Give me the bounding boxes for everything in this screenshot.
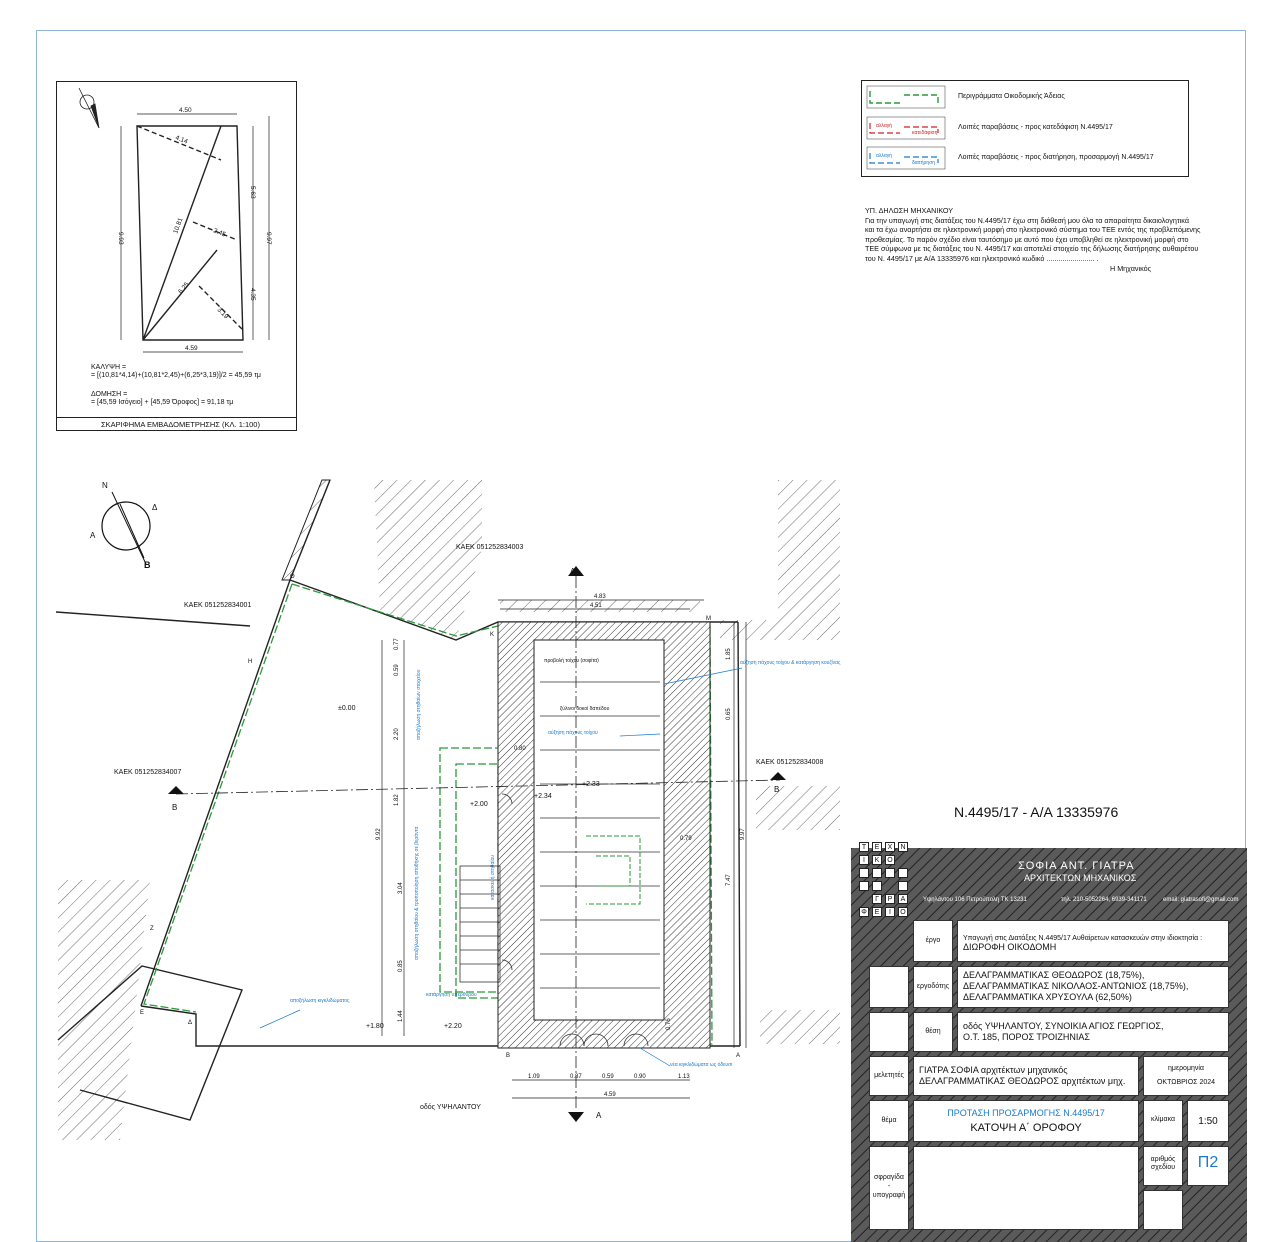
declaration-title: ΥΠ. ΔΗΛΩΣΗ ΜΗΧΑΝΙΚΟΥ	[865, 206, 954, 215]
seal-label-3: υπογραφή	[872, 1192, 906, 1199]
section-mark-a-bottom: Α	[596, 1111, 602, 1120]
note-parapet-build: κατασκευή στηθαίου	[490, 855, 496, 900]
ergo-line-2: ΔΙΩΡΟΦΗ ΟΙΚΟΔΟΜΗ	[963, 942, 1057, 952]
kaek-north: ΚΑΕΚ 051252834003	[456, 544, 524, 551]
sketch-title: ΣΚΑΡΙΦΗΜΑ ΕΜΒΑΔΟΜΕΤΡΗΣΗΣ (ΚΛ. 1:100)	[101, 420, 260, 429]
sketch-dim-diag2: 6.25	[177, 281, 191, 296]
sketch-dim-diag3: 3.19	[215, 306, 230, 321]
ergo-line-1: Υπαγωγή στις Διατάξεις Ν.4495/17 Αυθαίρετων κατασκευών στην ιδιοκτησία :	[963, 935, 1203, 942]
sheet-number: Π2	[1197, 1154, 1219, 1171]
ergo-label: έργο	[925, 937, 941, 944]
office-address: Υψηλάντου 106 Πετρούπολη ΤΚ 13231	[923, 897, 1027, 903]
sheet-label-1: αριθμός	[1150, 1156, 1176, 1163]
left-dim-1: 0.59	[394, 664, 400, 676]
inner-dim-2: 0.76	[666, 1018, 672, 1030]
theme-label: θέμα	[881, 1117, 897, 1124]
note-parapet-terrace: αποξήλωση στηθαίου & τροποποίηση αποθήκης σε βεράντα	[414, 826, 420, 960]
level-2: +2.34	[534, 793, 552, 800]
office-name: ΣΟΦΙΑ ΑΝΤ. ΓΙΑΤΡΑ	[1018, 860, 1135, 872]
section-mark-b-left: Β	[172, 803, 178, 812]
designers-line-1: ΓΙΑΤΡΑ ΣΟΦΙΑ αρχιτέκτων μηχανικός	[919, 1065, 1068, 1075]
right-dim-0: 1.85	[726, 648, 732, 660]
tee-letter-6: Ο	[885, 855, 895, 865]
level-5: +2.20	[444, 1023, 462, 1030]
tee-letter-11: Ε	[872, 907, 882, 917]
tee-emblem	[859, 842, 911, 918]
legend-tag-red-2: κατεδάφιση	[912, 130, 938, 136]
seal-signature-area	[913, 1146, 1139, 1230]
declaration-line-4: του Ν. 4495/17 με Α/Α 13335976 και ηλεκτρονικό κωδικό ........................ .	[865, 253, 1099, 263]
sketch-dim-bottom: 4.59	[185, 345, 198, 352]
tee-letter-1: Ε	[872, 842, 882, 852]
owner-label: εργοδότης	[916, 983, 950, 990]
location-line-1: οδός ΥΨΗΛΑΝΤΟΥ, ΣΥΝΟΙΚΙΑ ΑΓΙΟΣ ΓΕΩΡΓΙΟΣ,	[963, 1021, 1164, 1031]
legend-item-0: Περιγράμματα Οικοδομικής Άδειας	[958, 93, 1065, 100]
inner-dim-0: 0.80	[514, 746, 526, 752]
vertex-zeta: Ζ	[150, 926, 154, 932]
left-dim-4: 3.04	[398, 882, 404, 894]
note-new-railing: νέα κιγκλιδώματα ως όδευσι	[670, 1062, 733, 1068]
kaek-west: ΚΑΕΚ 051252834001	[184, 602, 252, 609]
office-phone: τηλ. 210-5052264, 6939-341171	[1061, 897, 1147, 903]
left-dim-6: 1.44	[398, 1010, 404, 1022]
legend-tag-blue-2: διατήρηση	[912, 160, 936, 166]
vertex-epsilon: Ε	[140, 1010, 145, 1016]
building-title: ΔΟΜΗΣΗ =	[91, 391, 128, 398]
svg-text:Δ: Δ	[152, 503, 158, 512]
sketch-dim-right2: 4.35	[249, 288, 256, 301]
street-name: οδός ΥΨΗΛΑΝΤΟΥ	[420, 1104, 481, 1111]
right-total: 9.97	[740, 828, 746, 840]
sketch-dim-right1: 5.63	[249, 186, 256, 199]
designers-line-2: ΔΕΛΑΓΡΑΜΜΑΤΙΚΑΣ ΘΕΟΔΩΡΟΣ αρχιτέκτων μηχ.	[919, 1076, 1126, 1086]
section-mark-b-right: Β	[774, 785, 780, 794]
sketch-dim-diag-main: 10.81	[172, 216, 185, 235]
level-1: +2.00	[470, 801, 488, 808]
note-wall-kitchen: αύξηση πάχους τοίχου & κατάργηση κουζίνας	[740, 660, 841, 666]
note-parapet-remove: αποξήλωση στηθαίων στοιχείου	[416, 669, 422, 740]
bottom-dim-1: 0.87	[570, 1074, 582, 1080]
tee-letter-4: Ι	[859, 855, 869, 865]
vertex-alpha: Α	[736, 1053, 741, 1059]
level-3: +2.33	[582, 781, 600, 788]
note-wooden-beams: ξύλινοι δοκοί δαπέδου	[560, 706, 610, 712]
designers-label: μελετητές	[874, 1072, 904, 1079]
left-dim-3: 1.82	[394, 794, 400, 806]
seal-label-1: σφραγίδα	[874, 1174, 904, 1181]
sketch-dim-diag1: 4.14	[174, 134, 189, 146]
tee-letter-13: Ο	[898, 907, 908, 917]
section-mark-a-top: Α	[570, 567, 576, 576]
legend-item-1: Λοιπές παραβάσεις - προς κατεδάφιση Ν.4495/17	[958, 124, 1113, 131]
tee-letter-12: Ι	[885, 907, 895, 917]
vertex-beta: Β	[506, 1053, 511, 1059]
vertex-kappa: Κ	[490, 632, 495, 638]
svg-text:Α: Α	[90, 531, 96, 540]
right-dim-1: 0.65	[726, 708, 732, 720]
note-railing-removal: αποξήλωση κιγκλιδώματος	[290, 998, 350, 1004]
office-email: email: giatrasofi@gmail.com	[1163, 897, 1239, 903]
top-dim-1: 4.51	[590, 603, 602, 609]
tee-letter-10: Φ	[859, 907, 869, 917]
right-dim-2: 7.47	[726, 874, 732, 886]
coverage-formula: = [(10,81*4,14)+(10,81*2,45)+(6,25*3,19)]/2 = 45,59 τμ	[91, 372, 261, 379]
declaration-line-3: ΤΕΕ σύμφωνα με τις διατάξεις του Ν. 4495/17 και αποτελεί στοιχείο της δήλωσης διατήρησης αυθαιρέτου	[865, 244, 1199, 254]
level-0: ±0.00	[338, 705, 356, 712]
sketch-dim-left: 9.93	[117, 232, 124, 245]
location-line-2: Ο.Τ. 185, ΠΟΡΟΣ ΤΡΟΙΖΗΝΙΑΣ	[963, 1032, 1090, 1042]
legend-tag-red-1: αλλαγή	[876, 123, 892, 129]
svg-text:Ν: Ν	[102, 481, 108, 490]
declaration-sign: Η Μηχανικός	[1110, 263, 1152, 273]
tee-letter-0: Τ	[859, 842, 869, 852]
project-number: Ν.4495/17 - Α/Α 13335976	[954, 804, 1119, 820]
tee-letter-8: Ρ	[885, 894, 895, 904]
bottom-dim-0: 1.09	[528, 1074, 540, 1080]
note-projection: προβολή τοίχου (σοφίτα)	[544, 658, 599, 664]
theme-line-2: ΚΑΤΟΨΗ Α΄ ΟΡΟΦΟΥ	[970, 1122, 1082, 1134]
sketch-dim-top: 4.50	[179, 107, 192, 114]
sketch-dim-right-total: 9.97	[265, 232, 272, 245]
declaration-line-0: Για την υπαγωγή στις διατάξεις του Ν.4495/17 έχω στη διάθεσή μου όλα τα απαραίτητα δικαιολογητικά	[865, 215, 1189, 225]
plan-compass-icon	[90, 481, 158, 570]
note-lintel: κατάργηση υπέρθυρου	[426, 992, 477, 998]
legend-item-2: Λοιπές παραβάσεις - προς διατήρηση, προσαρμογή Ν.4495/17	[958, 154, 1154, 161]
svg-text:Β: Β	[144, 560, 151, 570]
left-dim-5: 0.85	[398, 960, 404, 972]
tee-letter-2: Χ	[885, 842, 895, 852]
owner-line-1: ΔΕΛΑΓΡΑΜΜΑΤΙΚΑΣ ΘΕΟΔΩΡΟΣ (18,75%),	[963, 970, 1145, 980]
scale-value: 1:50	[1198, 1116, 1218, 1127]
left-total: 9.92	[376, 828, 382, 840]
tee-letter-5: Κ	[872, 855, 882, 865]
owner-line-2: ΔΕΛΑΓΡΑΜΜΑΤΙΚΑΣ ΝΙΚΟΛΑΟΣ-ΑΝΤΩΝΙΟΣ (18,75%),	[963, 981, 1189, 991]
coverage-title: ΚΑΛΥΨΗ =	[91, 364, 127, 371]
tee-letter-9: Α	[898, 894, 908, 904]
vertex-theta: Θ	[290, 574, 295, 580]
tee-letter-3: Ν	[898, 842, 908, 852]
sketch-dim-mid: 2.45	[212, 227, 227, 239]
bottom-dim-3: 0.90	[634, 1074, 646, 1080]
date-value: ΟΚΤΩΒΡΙΟΣ 2024	[1156, 1079, 1216, 1086]
bottom-dim-4: 1.13	[678, 1074, 690, 1080]
left-dim-2: 2.20	[394, 728, 400, 740]
title-block	[851, 844, 1247, 1242]
inner-dim-1: 0.79	[680, 836, 692, 842]
date-label: ημερομηνία	[1168, 1065, 1204, 1072]
seal-label-2: -	[887, 1183, 891, 1190]
bottom-dim-2: 0.59	[602, 1074, 614, 1080]
kaek-east: ΚΑΕΚ 051252834008	[756, 759, 824, 766]
level-4: +1.80	[366, 1023, 384, 1030]
office-subtitle: ΑΡΧΙΤΕΚΤΩΝ ΜΗΧΑΝΙΚΟΣ	[1024, 873, 1137, 883]
left-dim-0: 0.77	[394, 638, 400, 650]
theme-line-1: ΠΡΟΤΑΣΗ ΠΡΟΣΑΡΜΟΓΗΣ Ν.4495/17	[947, 1108, 1105, 1118]
declaration-line-2: προθεσμίας. Το παρόν σχέδιο είναι ταυτόσημο με αυτό που έχει υποβληθεί σε ηλεκτρονική μορφή στο	[865, 234, 1189, 244]
note-wall-thickness: αύξηση πάχους τοίχου	[548, 730, 598, 736]
vertex-mu: Μ	[706, 616, 711, 622]
sheet-label-2: σχεδίου	[1150, 1164, 1176, 1171]
legend-tag-blue-1: αλλαγή	[876, 153, 892, 159]
bottom-total: 4.59	[604, 1092, 616, 1098]
building-formula: = [45,59 Ισόγειο] + [45,59 Όροφος] = 91,18 τμ	[91, 399, 234, 406]
scale-label: κλίμακα	[1150, 1116, 1176, 1123]
declaration-line-1: και τα έχω αναρτήσει σε ηλεκτρονική μορφή στο ηλεκτρονικό σύστημα του ΤΕΕ εντός της προβλεπόμενης	[865, 225, 1201, 235]
tee-letter-7: Γ	[872, 894, 882, 904]
vertex-eta: Η	[248, 659, 253, 665]
owner-line-3: ΔΕΛΑΓΡΑΜΜΑΤΙΚΑ ΧΡΥΣΟΥΛΑ (62,50%)	[963, 992, 1132, 1002]
top-dim-0: 4.83	[594, 594, 606, 600]
kaek-southwest: ΚΑΕΚ 051252834007	[114, 769, 182, 776]
location-label: θέση	[925, 1028, 941, 1035]
vertex-delta: Δ	[188, 1020, 193, 1026]
